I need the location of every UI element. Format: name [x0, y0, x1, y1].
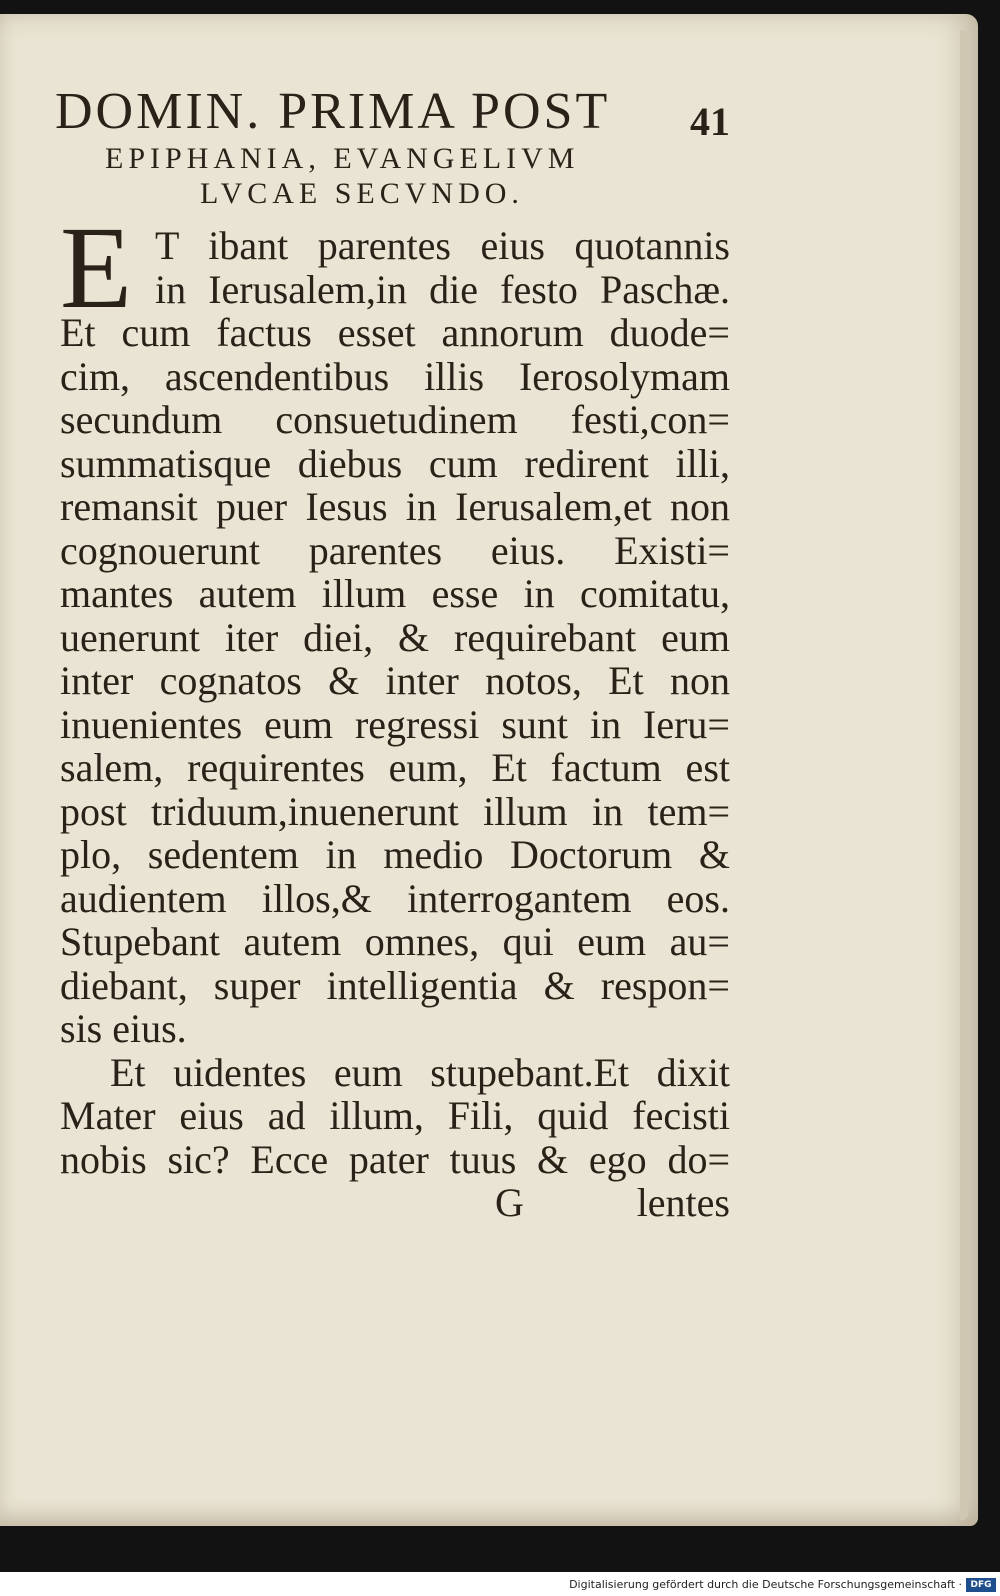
- text-line: sis eius.: [60, 1006, 187, 1051]
- text-line: cognouerunt parentes eius. Existi=: [60, 527, 730, 573]
- book-page: [0, 14, 978, 1526]
- text-line: salem, requirentes eum, Et factum est: [60, 745, 730, 790]
- page-number: 41: [690, 99, 730, 144]
- text-line: Et uidentes eum stupebant.Et dixit: [110, 1049, 730, 1095]
- text-line: inuenientes eum regressi sunt in Ieru=: [60, 701, 730, 747]
- footer-bar: [0, 1576, 1000, 1596]
- signature-mark: G: [495, 1180, 524, 1225]
- text-line: plo, sedentem in medio Doctorum &: [60, 832, 730, 877]
- text-line: uenerunt iter diei, & requirebant eum: [60, 614, 730, 660]
- text-line: nobis sic? Ecce pater tuus & ego do=: [60, 1136, 730, 1182]
- text-line: in Ierusalem,in die festo Paschæ.: [155, 266, 730, 312]
- text-line: T ibant parentes eius quotannis: [155, 223, 730, 268]
- text-line: Stupebant autem omnes, qui eum au=: [60, 919, 730, 964]
- catchword: lentes: [636, 1180, 730, 1225]
- text-line: Mater eius ad illum, Fili, quid fecisti: [60, 1093, 730, 1138]
- text-line: cim, ascendentibus illis Ierosolymam: [60, 353, 730, 399]
- drop-capital: E: [60, 202, 133, 333]
- text-line: Et cum factus esset annorum duode=: [60, 310, 730, 355]
- text-line: audientem illos,& interrogantem eos.: [60, 875, 730, 921]
- funding-credit: Digitalisierung gefördert durch die Deutsche Forschungsgemeinschaft ·: [569, 1578, 962, 1591]
- text-line: diebant, super intelligentia & respon=: [60, 962, 730, 1008]
- signature-line: [60, 1179, 730, 1223]
- heading-line-1: DOMIN. PRIMA POST: [55, 83, 611, 140]
- text-line: inter cognatos & inter notos, Et non: [60, 658, 730, 703]
- dfg-logo-icon: DFG: [966, 1578, 996, 1592]
- gospel-text: [60, 202, 730, 1182]
- text-line: post triduum,inuenerunt illum in tem=: [60, 788, 730, 834]
- heading-line-2: EPIPHANIA, EVANGELIVM: [105, 142, 580, 175]
- page-heading: [55, 82, 745, 212]
- text-line: summatisque diebus cum redirent illi,: [60, 440, 730, 486]
- heading-line-3: LVCAE SECVNDO.: [200, 177, 524, 210]
- text-line: remansit puer Iesus in Ierusalem,et non: [60, 484, 730, 529]
- page-edge: [960, 30, 968, 1520]
- text-line: secundum consuetudinem festi,con=: [60, 397, 730, 442]
- text-line: mantes autem illum esse in comitatu,: [60, 571, 730, 616]
